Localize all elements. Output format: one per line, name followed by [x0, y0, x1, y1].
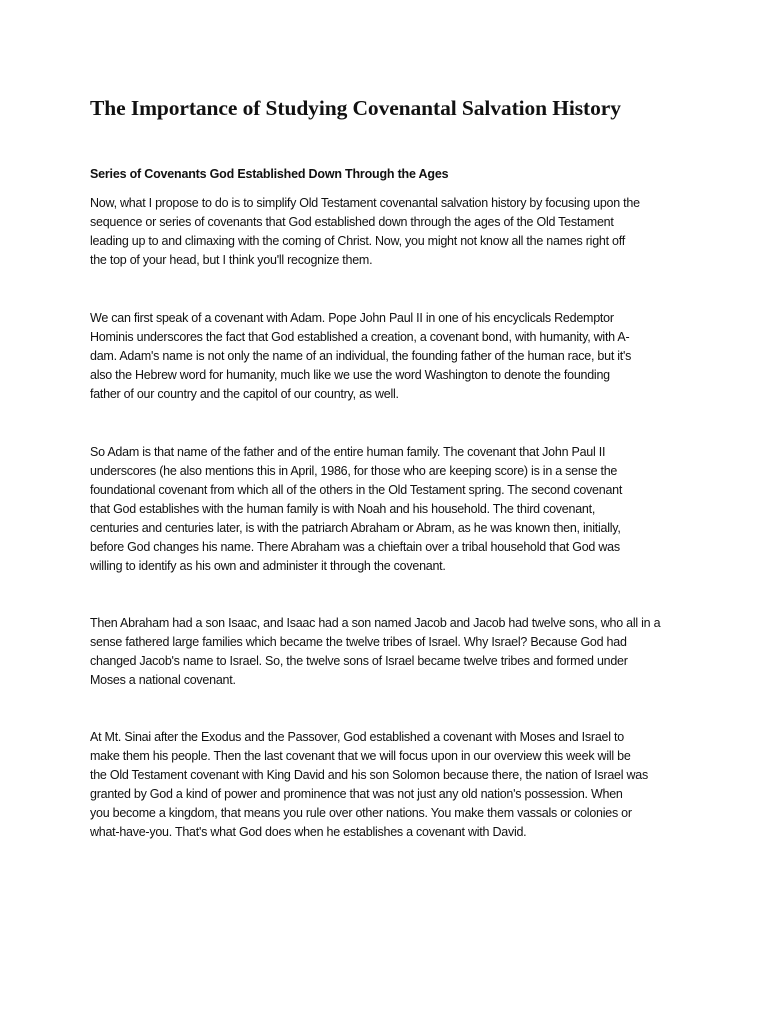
text-line: centuries and centuries later, is with the patriarch Abraham or Abram, as he was known then, initially, — [90, 521, 621, 535]
text-line: willing to identify as his own and administer it through the covenant. — [90, 559, 446, 573]
document-title: The Importance of Studying Covenantal Salvation History — [90, 96, 621, 120]
paragraph-sinai-david — [90, 728, 690, 842]
text-line: Now, what I propose to do is to simplify Old Testament covenantal salvation history by focusing upon the — [90, 196, 640, 210]
text-line: what-have-you. That's what God does when he establishes a covenant with David. — [90, 825, 527, 839]
text-line: So Adam is that name of the father and of the entire human family. The covenant that John Paul II — [90, 445, 606, 459]
text-line: the Old Testament covenant with King David and his son Solomon because there, the nation of Israel was — [90, 768, 648, 782]
text-line: At Mt. Sinai after the Exodus and the Passover, God established a covenant with Moses and Israel to — [90, 730, 624, 744]
text-line: sense fathered large families which became the twelve tribes of Israel. Why Israel? Because God had — [90, 635, 627, 649]
text-line: Then Abraham had a son Isaac, and Isaac had a son named Jacob and Jacob had twelve sons, who all in a — [90, 616, 661, 630]
text-line: changed Jacob's name to Israel. So, the twelve sons of Israel became twelve tribes and formed under — [90, 654, 628, 668]
text-line: dam. Adam's name is not only the name of an individual, the founding father of the human race, but it's — [90, 349, 632, 363]
text-line: Moses a national covenant. — [90, 673, 236, 687]
paragraph-covenants — [90, 443, 690, 576]
text-line: Hominis underscores the fact that God established a creation, a covenant bond, with humanity, with A- — [90, 330, 630, 344]
text-line: the top of your head, but I think you'll recognize them. — [90, 253, 373, 267]
text-line: granted by God a kind of power and prominence that was not just any old nation's possession. When — [90, 787, 623, 801]
section-heading: Series of Covenants God Established Down Through the Ages — [90, 167, 449, 181]
text-line: leading up to and climaxing with the coming of Christ. Now, you might not know all the names right off — [90, 234, 625, 248]
text-line: father of our country and the capitol of our country, as well. — [90, 387, 399, 401]
paragraph-adam — [90, 309, 690, 404]
paragraph-intro — [90, 194, 690, 270]
text-line: also the Hebrew word for humanity, much like we use the word Washington to denote the founding — [90, 368, 610, 382]
text-line: underscores (he also mentions this in April, 1986, for those who are keeping score) is in a sense the — [90, 464, 618, 478]
text-line: that God establishes with the human family is with Noah and his household. The third covenant, — [90, 502, 596, 516]
text-line: before God changes his name. There Abraham was a chieftain over a tribal household that God was — [90, 540, 620, 554]
text-line: you become a kingdom, that means you rule over other nations. You make them vassals or colonies or — [90, 806, 632, 820]
paragraph-abraham — [90, 614, 690, 690]
text-line: make them his people. Then the last covenant that we will focus upon in our overview this week will be — [90, 749, 631, 763]
text-line: sequence or series of covenants that God established down through the ages of the Old Testament — [90, 215, 614, 229]
text-line: We can first speak of a covenant with Adam. Pope John Paul II in one of his encyclicals Redemptor — [90, 311, 614, 325]
text-line: foundational covenant from which all of the others in the Old Testament spring. The second covenant — [90, 483, 623, 497]
